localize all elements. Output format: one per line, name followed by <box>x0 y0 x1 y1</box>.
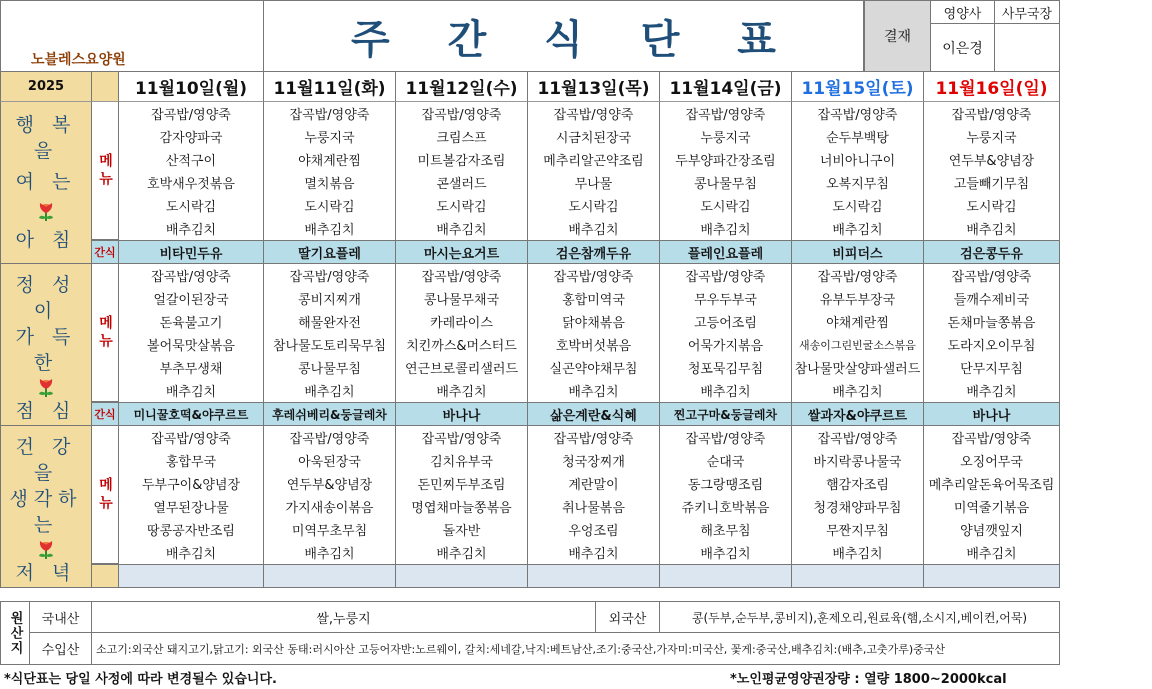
menu-item: 야채계란찜 <box>264 148 396 171</box>
menu-item: 잡곡밥/영양죽 <box>792 264 924 287</box>
menu-item: 잡곡밥/영양죽 <box>792 426 924 449</box>
snack-cell: 검은참깨두유 <box>528 240 660 264</box>
menu-item: 콩나물무침 <box>660 171 792 194</box>
menu-item: 멸치볶음 <box>264 171 396 194</box>
menu-item: 배추김치 <box>924 541 1060 564</box>
menu-item: 무짠지무침 <box>792 518 924 541</box>
menu-item: 열무된장나물 <box>119 495 264 518</box>
menu-item: 참나물도토리묵무침 <box>264 333 396 356</box>
menu-item: 콘샐러드 <box>396 171 528 194</box>
snack-label: 간식 <box>92 240 119 264</box>
menu-item: 새송이그린빈굴소스볶음 <box>792 333 924 356</box>
snack-cell: 플레인요플레 <box>660 240 792 264</box>
menu-item: 잡곡밥/영양죽 <box>264 426 396 449</box>
meal-label-3 <box>0 426 92 588</box>
menu-item: 콩나물무채국 <box>396 287 528 310</box>
menu-item: 메추리알돈육어묵조림 <box>924 472 1060 495</box>
menu-item: 볼어묵맛살볶음 <box>119 333 264 356</box>
menu-item: 어묵가지볶음 <box>660 333 792 356</box>
menu-item: 들깨수제비국 <box>924 287 1060 310</box>
menu-item: 배추김치 <box>119 379 264 402</box>
menu-item: 돈민찌두부조림 <box>396 472 528 495</box>
menu-item: 잡곡밥/영양죽 <box>528 426 660 449</box>
menu-item: 크림스프 <box>396 125 528 148</box>
menu-item: 도시락김 <box>528 194 660 217</box>
snack-label: 간식 <box>92 402 119 426</box>
day-header-4: 11월13일(목) <box>528 72 660 102</box>
menu-item: 명엽채마늘쫑볶음 <box>396 495 528 518</box>
menu-item: 순대국 <box>660 449 792 472</box>
meal-label-line-2: 가 득 한 <box>15 326 77 374</box>
menu-item: 가지새송이볶음 <box>264 495 396 518</box>
snack-cell: 마시는요거트 <box>396 240 528 264</box>
menu-item: 잡곡밥/영양죽 <box>792 102 924 125</box>
menu-item: 고들빼기무침 <box>924 171 1060 194</box>
day-header-3: 11월12일(수) <box>396 72 528 102</box>
menu-item: 배추김치 <box>924 217 1060 240</box>
title-cell <box>264 0 864 72</box>
page-title: 주 간 식 단 표 <box>351 16 798 63</box>
day-header-6: 11월15일(토) <box>792 72 924 102</box>
snack-cell <box>396 564 528 588</box>
menu-item: 배추김치 <box>528 379 660 402</box>
menu-item: 양념깻잎지 <box>924 518 1060 541</box>
menu-item: 잡곡밥/영양죽 <box>396 426 528 449</box>
menu-item: 연두부&양념장 <box>264 472 396 495</box>
menu-marker <box>92 426 119 564</box>
snack-label <box>92 564 119 588</box>
meal-label-line-3: 저 녁 <box>15 562 77 584</box>
menu-item: 바지락콩나물국 <box>792 449 924 472</box>
menu-item: 청포묵김무침 <box>660 356 792 379</box>
menu-marker <box>92 264 119 402</box>
domestic-value: 쌀,누룽지 <box>92 601 596 633</box>
snack-cell: 미니꿀호떡&야쿠르트 <box>119 402 264 426</box>
menu-item: 잡곡밥/영양죽 <box>924 426 1060 449</box>
menu-item: 배추김치 <box>264 217 396 240</box>
menu-item: 아욱된장국 <box>264 449 396 472</box>
menu-item: 배추김치 <box>264 541 396 564</box>
menu-item: 계란말이 <box>528 472 660 495</box>
menu-item: 배추김치 <box>264 379 396 402</box>
approval-role-dietitian: 영양사 <box>931 0 995 24</box>
menu-item: 잡곡밥/영양죽 <box>528 264 660 287</box>
tulip-icon <box>35 376 57 398</box>
menu-item: 잡곡밥/영양죽 <box>660 426 792 449</box>
approval-box <box>864 0 1060 72</box>
snack-cell <box>119 564 264 588</box>
approval-sign-dietitian[interactable]: 이은경 <box>931 24 995 72</box>
menu-item: 해초무침 <box>660 518 792 541</box>
menu-item: 도시락김 <box>924 194 1060 217</box>
meal-label-line-2: 생각하는 <box>9 488 83 536</box>
domestic-label: 국내산 <box>30 601 92 633</box>
menu-item: 잡곡밥/영양죽 <box>924 102 1060 125</box>
menu-item: 단무지무침 <box>924 356 1060 379</box>
menu-item: 해물완자전 <box>264 310 396 333</box>
menu-item: 연근브로콜리샐러드 <box>396 356 528 379</box>
menu-item: 배추김치 <box>119 541 264 564</box>
menu-item: 누룽지국 <box>660 125 792 148</box>
approval-role-director: 사무국장 <box>995 0 1060 24</box>
menu-item: 잡곡밥/영양죽 <box>528 102 660 125</box>
origin-label: 원산지 <box>0 601 30 665</box>
menu-item: 배추김치 <box>396 541 528 564</box>
menu-item: 미역무초무침 <box>264 518 396 541</box>
menu-item: 햄감자조림 <box>792 472 924 495</box>
approval-sign-director[interactable] <box>995 24 1060 72</box>
menu-item: 잡곡밥/영양죽 <box>396 102 528 125</box>
menu-item: 미트볼감자조림 <box>396 148 528 171</box>
menu-item: 배추김치 <box>396 379 528 402</box>
day-header-2: 11월11일(화) <box>264 72 396 102</box>
menu-item: 배추김치 <box>660 541 792 564</box>
menu-marker-text: 메뉴 <box>97 314 113 351</box>
menu-item: 돈육불고기 <box>119 310 264 333</box>
menu-item: 너비아니구이 <box>792 148 924 171</box>
menu-item: 얼갈이된장국 <box>119 287 264 310</box>
menu-item: 잡곡밥/영양죽 <box>264 264 396 287</box>
snack-cell: 바나나 <box>924 402 1060 426</box>
meal-label-line-3: 아 침 <box>15 228 77 251</box>
menu-item: 호박버섯볶음 <box>528 333 660 356</box>
menu-item: 유부두부장국 <box>792 287 924 310</box>
snack-cell: 찐고구마&둥글레차 <box>660 402 792 426</box>
snack-cell: 비피더스 <box>792 240 924 264</box>
snack-cell: 비타민두유 <box>119 240 264 264</box>
meal-label-line-1: 정 성 이 <box>15 274 77 322</box>
menu-item: 감자양파국 <box>119 125 264 148</box>
menu-item: 돌자반 <box>396 518 528 541</box>
menu-item: 도시락김 <box>396 194 528 217</box>
menu-item: 누룽지국 <box>924 125 1060 148</box>
menu-item: 청경채양파무침 <box>792 495 924 518</box>
menu-marker <box>92 102 119 240</box>
menu-item: 미역줄기볶음 <box>924 495 1060 518</box>
snack-cell: 쌀과자&야쿠르트 <box>792 402 924 426</box>
menu-item: 우엉조림 <box>528 518 660 541</box>
foreign-value: 콩(두부,순두부,콩비지),훈제오리,원료육(햄,소시지,베이컨,어묵) <box>660 601 1060 633</box>
menu-item: 무나물 <box>528 171 660 194</box>
date-row <box>0 72 1060 102</box>
menu-item: 도시락김 <box>119 194 264 217</box>
menu-item: 무우두부국 <box>660 287 792 310</box>
tulip-icon <box>35 200 57 222</box>
menu-item: 배추김치 <box>792 217 924 240</box>
menu-item: 잡곡밥/영양죽 <box>119 102 264 125</box>
meal-label-1 <box>0 102 92 264</box>
menu-item: 호박새우젓볶음 <box>119 171 264 194</box>
menu-item: 땅콩공자반조림 <box>119 518 264 541</box>
import-label: 수입산 <box>30 633 92 665</box>
menu-item: 배추김치 <box>660 379 792 402</box>
menu-item: 실곤약야채무침 <box>528 356 660 379</box>
menu-item: 취나물볶음 <box>528 495 660 518</box>
meal-label-line-3: 점 심 <box>15 400 77 422</box>
menu-item: 도시락김 <box>660 194 792 217</box>
import-value: 소고기:외국산 돼지고기,닭고기: 외국산 동태:러시아산 고등어자반:노르웨이, 갈치:세네갈,낙지:베트남산,조기:중국산,가자미:미국산, 꽃게:중국산,배추김치:(배추,고춧가루)중국산 <box>92 633 1060 665</box>
menu-item: 잡곡밥/영양죽 <box>924 264 1060 287</box>
menu-item: 닭야채볶음 <box>528 310 660 333</box>
day-header-1: 11월10일(월) <box>119 72 264 102</box>
menu-item: 오복지무침 <box>792 171 924 194</box>
menu-item: 배추김치 <box>396 217 528 240</box>
menu-item: 두부양파간장조림 <box>660 148 792 171</box>
snack-cell <box>792 564 924 588</box>
menu-item: 배추김치 <box>660 217 792 240</box>
menu-item: 참나물맛살양파샐러드 <box>792 356 924 379</box>
foreign-label: 외국산 <box>596 601 660 633</box>
menu-item: 잡곡밥/영양죽 <box>119 264 264 287</box>
menu-item: 배추김치 <box>792 379 924 402</box>
snack-cell <box>924 564 1060 588</box>
snack-cell <box>264 564 396 588</box>
menu-item: 배추김치 <box>792 541 924 564</box>
menu-item: 배추김치 <box>528 217 660 240</box>
menu-item: 잡곡밥/영양죽 <box>660 264 792 287</box>
note-change: *식단표는 당일 사정에 따라 변경될수 있습니다. <box>4 671 277 687</box>
snack-cell: 후레쉬베리&둥글레차 <box>264 402 396 426</box>
meal-label-2 <box>0 264 92 426</box>
menu-marker-text: 메뉴 <box>97 152 113 189</box>
menu-item: 배추김치 <box>528 541 660 564</box>
snack-cell: 검은콩두유 <box>924 240 1060 264</box>
meal-label-line-1: 행 복 을 <box>15 114 77 163</box>
header-left-cell <box>0 0 264 72</box>
menu-item: 배추김치 <box>924 379 1060 402</box>
menu-item: 오징어무국 <box>924 449 1060 472</box>
year-cell: 2025 <box>0 72 92 102</box>
menu-item: 잡곡밥/영양죽 <box>119 426 264 449</box>
menu-item: 야채계란찜 <box>792 310 924 333</box>
menu-item: 김치유부국 <box>396 449 528 472</box>
menu-marker-text: 메뉴 <box>97 476 113 513</box>
corner-cell <box>92 72 119 102</box>
menu-item: 누룽지국 <box>264 125 396 148</box>
menu-item: 도라지오이무침 <box>924 333 1060 356</box>
day-header-5: 11월14일(금) <box>660 72 792 102</box>
menu-item: 순두부백탕 <box>792 125 924 148</box>
menu-item: 메추리알곤약조림 <box>528 148 660 171</box>
day-header-7: 11월16일(일) <box>924 72 1060 102</box>
menu-item: 치킨까스&머스터드 <box>396 333 528 356</box>
snack-cell <box>528 564 660 588</box>
meal-label-line-1: 건 강 을 <box>15 436 77 484</box>
menu-item: 쥬키니호박볶음 <box>660 495 792 518</box>
menu-item: 홍합미역국 <box>528 287 660 310</box>
menu-item: 고등어조림 <box>660 310 792 333</box>
menu-item: 잡곡밥/영양죽 <box>660 102 792 125</box>
menu-item: 도시락김 <box>792 194 924 217</box>
menu-item: 청국장찌개 <box>528 449 660 472</box>
menu-item: 도시락김 <box>264 194 396 217</box>
menu-item: 배추김치 <box>119 217 264 240</box>
menu-item: 돈채마늘쫑볶음 <box>924 310 1060 333</box>
snack-cell: 딸기요플레 <box>264 240 396 264</box>
snack-cell: 바나나 <box>396 402 528 426</box>
menu-item: 카레라이스 <box>396 310 528 333</box>
menu-item: 시금치된장국 <box>528 125 660 148</box>
menu-item: 콩비지찌개 <box>264 287 396 310</box>
snack-cell: 삶은계란&식혜 <box>528 402 660 426</box>
tulip-icon <box>35 538 57 560</box>
menu-item: 두부구이&양념장 <box>119 472 264 495</box>
menu-item: 동그랑땡조림 <box>660 472 792 495</box>
approval-label: 결재 <box>864 0 931 72</box>
menu-item: 잡곡밥/영양죽 <box>396 264 528 287</box>
note-nutrition: *노인평균영양권장량 : 열량 1800~2000kcal <box>730 671 1007 687</box>
snack-cell <box>660 564 792 588</box>
menu-item: 연두부&양념장 <box>924 148 1060 171</box>
meal-label-line-2: 여 는 <box>15 171 77 194</box>
menu-item: 부추무생채 <box>119 356 264 379</box>
menu-item: 홍합무국 <box>119 449 264 472</box>
menu-item: 콩나물무침 <box>264 356 396 379</box>
org-name: 노블레스요양원 <box>31 52 126 68</box>
menu-item: 잡곡밥/영양죽 <box>264 102 396 125</box>
menu-item: 산적구이 <box>119 148 264 171</box>
